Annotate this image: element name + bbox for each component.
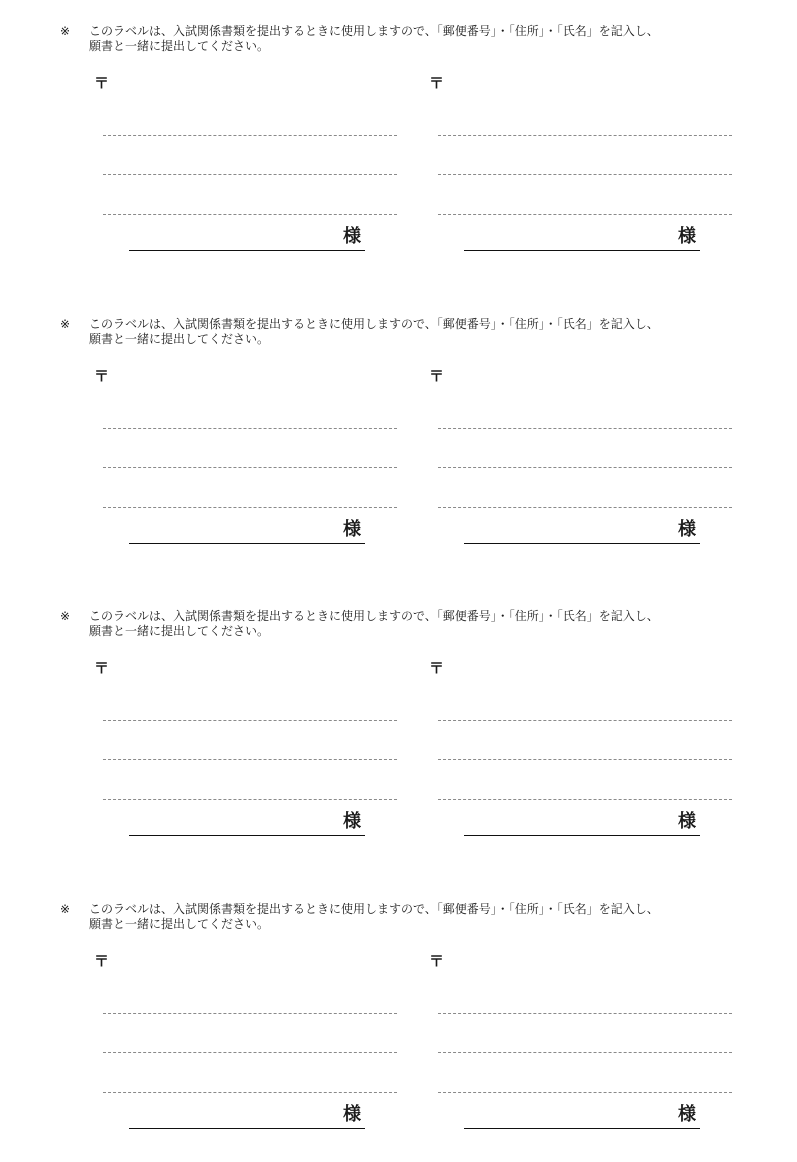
address-line-2[interactable] (438, 799, 732, 800)
address-line-1[interactable] (103, 759, 397, 760)
honorific-sama: 様 (343, 811, 361, 832)
address-line-1[interactable] (438, 467, 732, 468)
address-label-left (94, 902, 434, 1125)
name-line[interactable] (129, 543, 365, 544)
postal-mark: 〒 (94, 952, 110, 970)
postal-address-line[interactable] (438, 135, 732, 136)
address-line-2[interactable] (438, 1092, 732, 1093)
postal-address-line[interactable] (438, 720, 732, 721)
address-label-left (94, 609, 434, 832)
postal-address-line[interactable] (438, 1013, 732, 1014)
address-label-left (94, 317, 434, 540)
name-line[interactable] (129, 1128, 365, 1129)
postal-mark: 〒 (429, 367, 445, 385)
address-line-2[interactable] (103, 799, 397, 800)
honorific-sama: 様 (343, 226, 361, 247)
reference-mark: ※ (60, 609, 71, 623)
instruction-text: このラベルは、入試関係書類を提出するときに使用しますので、「郵便番号」・「住所」・「氏名」を記入し、 願書と一緒に提出してください。 (89, 902, 659, 931)
label-section-2 (0, 317, 797, 577)
address-line-1[interactable] (103, 467, 397, 468)
name-line[interactable] (464, 543, 700, 544)
label-section-4 (0, 902, 797, 1162)
address-line-2[interactable] (438, 507, 732, 508)
address-line-2[interactable] (438, 214, 732, 215)
address-line-1[interactable] (103, 1052, 397, 1053)
address-line-1[interactable] (438, 1052, 732, 1053)
address-line-1[interactable] (103, 174, 397, 175)
address-line-2[interactable] (103, 1092, 397, 1093)
postal-mark: 〒 (94, 367, 110, 385)
postal-address-line[interactable] (103, 720, 397, 721)
postal-mark: 〒 (429, 952, 445, 970)
address-line-1[interactable] (438, 759, 732, 760)
postal-address-line[interactable] (438, 428, 732, 429)
postal-address-line[interactable] (103, 428, 397, 429)
address-line-1[interactable] (438, 174, 732, 175)
address-label-right (429, 609, 769, 832)
address-line-2[interactable] (103, 214, 397, 215)
postal-mark: 〒 (94, 659, 110, 677)
postal-address-line[interactable] (103, 1013, 397, 1014)
honorific-sama: 様 (343, 519, 361, 540)
instruction-text: このラベルは、入試関係書類を提出するときに使用しますので、「郵便番号」・「住所」・「氏名」を記入し、 願書と一緒に提出してください。 (89, 24, 659, 53)
honorific-sama: 様 (678, 1104, 696, 1125)
label-section-1 (0, 24, 797, 284)
postal-mark: 〒 (429, 74, 445, 92)
honorific-sama: 様 (678, 226, 696, 247)
address-label-left (94, 24, 434, 247)
postal-mark: 〒 (94, 74, 110, 92)
instruction-text: このラベルは、入試関係書類を提出するときに使用しますので、「郵便番号」・「住所」・「氏名」を記入し、 願書と一緒に提出してください。 (89, 317, 659, 346)
name-line[interactable] (464, 835, 700, 836)
name-line[interactable] (464, 250, 700, 251)
name-line[interactable] (464, 1128, 700, 1129)
address-label-right (429, 902, 769, 1125)
postal-address-line[interactable] (103, 135, 397, 136)
label-section-3 (0, 609, 797, 869)
reference-mark: ※ (60, 24, 71, 38)
address-label-right (429, 24, 769, 247)
reference-mark: ※ (60, 902, 71, 916)
honorific-sama: 様 (343, 1104, 361, 1125)
postal-mark: 〒 (429, 659, 445, 677)
honorific-sama: 様 (678, 519, 696, 540)
instruction-text: このラベルは、入試関係書類を提出するときに使用しますので、「郵便番号」・「住所」・「氏名」を記入し、 願書と一緒に提出してください。 (89, 609, 659, 638)
name-line[interactable] (129, 835, 365, 836)
address-line-2[interactable] (103, 507, 397, 508)
name-line[interactable] (129, 250, 365, 251)
address-label-right (429, 317, 769, 540)
honorific-sama: 様 (678, 811, 696, 832)
reference-mark: ※ (60, 317, 71, 331)
